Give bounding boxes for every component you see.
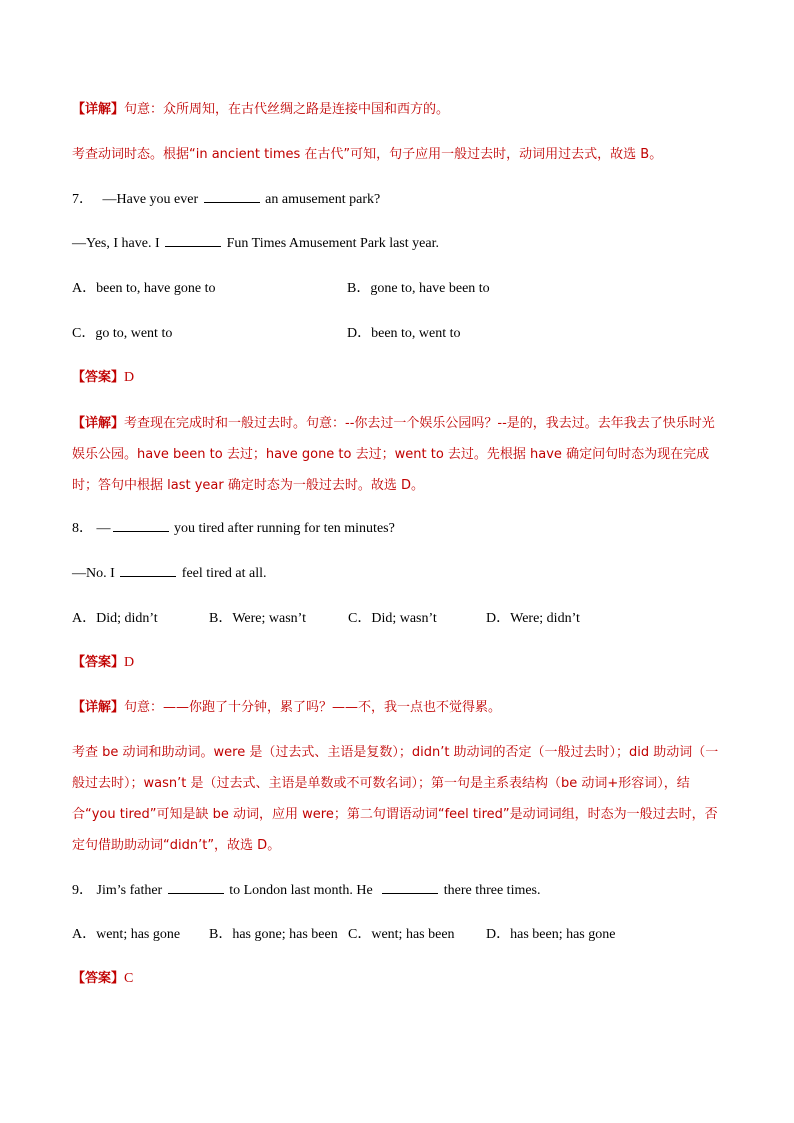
- detail-tag: 【详解】: [72, 416, 125, 431]
- q8-detail-text: 句意：——你跑了十分钟，累了吗？——不，我一点也不觉得累。: [124, 700, 502, 715]
- q9-stem-line1: [72, 881, 724, 901]
- q8-option-c: C．Did; wasn’t: [348, 611, 437, 626]
- q9-answer-line: [72, 969, 724, 989]
- q8-number: 8．: [72, 521, 93, 536]
- q9-option-b: B．has gone; has been: [209, 927, 338, 942]
- q7-line2-a: —Yes, I have. I: [72, 236, 160, 251]
- q8-blank-2: [120, 564, 176, 577]
- q8-option-a: A．Did; didn’t: [72, 611, 158, 626]
- q7-blank-1: [204, 190, 260, 203]
- q8-line2-a: —No. I: [72, 566, 115, 581]
- q7-detail-text: 考查现在完成时和一般过去时。句意：--你去过一个娱乐公园吗？--是的，我去过。去年我去了快乐时光娱乐公园。have been to 去过；have gone to 去过；went to 去过。先根据 have 确定问句时态为现在完成时；答句中根据 last year 确定时态为一般过去时。故选 D。: [72, 416, 715, 493]
- detail-tag: 【详解】: [72, 700, 125, 715]
- q9-option-a: A．went; has gone: [72, 927, 181, 942]
- q8-explanation: 考查 be 动词和助动词。were 是（过去式、主语是复数）；didn’t 助动词的否定（一般过去时）；did 助动词（一般过去时）；wasn’t 是（过去式、主语是单数或不可数名词）；第一句是主系表结构（be 动词+形容词），结合“you tired”可知是缺 be 动词，应用 were；第二句谓语动词“feel tired”是动词词组，时态为一般过去时，否定句借助助动词“didn’t”，故选 D。: [72, 745, 719, 853]
- q7-answer: D: [124, 370, 135, 385]
- q8-answer: D: [124, 655, 135, 670]
- q8-option-b: B．Were; wasn’t: [209, 611, 306, 626]
- q7-line1-b: an amusement park?: [265, 192, 381, 207]
- q7-answer-line: [72, 368, 724, 388]
- q6-explanation: 考查动词时态。根据“in ancient times 在古代”可知，句子应用一般过去时，动词用过去式，故选 B。: [72, 147, 663, 162]
- q8-line1-a: —: [96, 521, 111, 536]
- q7-stem-line1: [72, 190, 724, 210]
- q7-detail-paragraph: [72, 408, 724, 501]
- q9-answer: C: [124, 971, 134, 986]
- q8-line2-b: feel tired at all.: [181, 566, 267, 581]
- q8-answer-line: [72, 653, 724, 673]
- q8-detail-line: [72, 698, 724, 718]
- q8-line1-b: you tired after running for ten minutes?: [174, 521, 395, 536]
- answer-tag: 【答案】: [72, 971, 125, 986]
- q8-option-d: D．Were; didn’t: [486, 611, 580, 626]
- q9-line1-c: there three times.: [443, 883, 541, 898]
- q9-blank-1: [168, 881, 224, 894]
- q8-stem-line1: [72, 519, 724, 539]
- q7-line1-a: —Have you ever: [102, 192, 199, 207]
- q6-detail-line: [72, 100, 724, 120]
- q7-option-b: B．gone to, have been to: [347, 281, 490, 296]
- detail-text: 句意：众所周知，在古代丝绸之路是连接中国和西方的。: [124, 102, 450, 117]
- q9-option-d: D．has been; has gone: [486, 927, 616, 942]
- q8-stem-line2: [72, 564, 724, 584]
- q7-number: 7．: [72, 192, 93, 207]
- q8-blank-1: [113, 519, 169, 532]
- q7-line2-b: Fun Times Amusement Park last year.: [226, 236, 439, 251]
- q7-stem-line2: [72, 234, 724, 254]
- q9-option-c: C．went; has been: [348, 927, 455, 942]
- detail-tag: 【详解】: [72, 102, 125, 117]
- q9-line1-b: to London last month. He: [229, 883, 373, 898]
- q7-option-c: C．go to, went to: [72, 326, 173, 341]
- q7-option-d: D．been to, went to: [347, 326, 461, 341]
- q9-number: 9．: [72, 883, 93, 898]
- q7-option-a: A．been to, have gone to: [72, 281, 216, 296]
- q9-blank-2: [382, 881, 438, 894]
- answer-tag: 【答案】: [72, 370, 125, 385]
- q9-line1-a: Jim’s father: [96, 883, 163, 898]
- answer-tag: 【答案】: [72, 655, 125, 670]
- q7-blank-2: [165, 234, 221, 247]
